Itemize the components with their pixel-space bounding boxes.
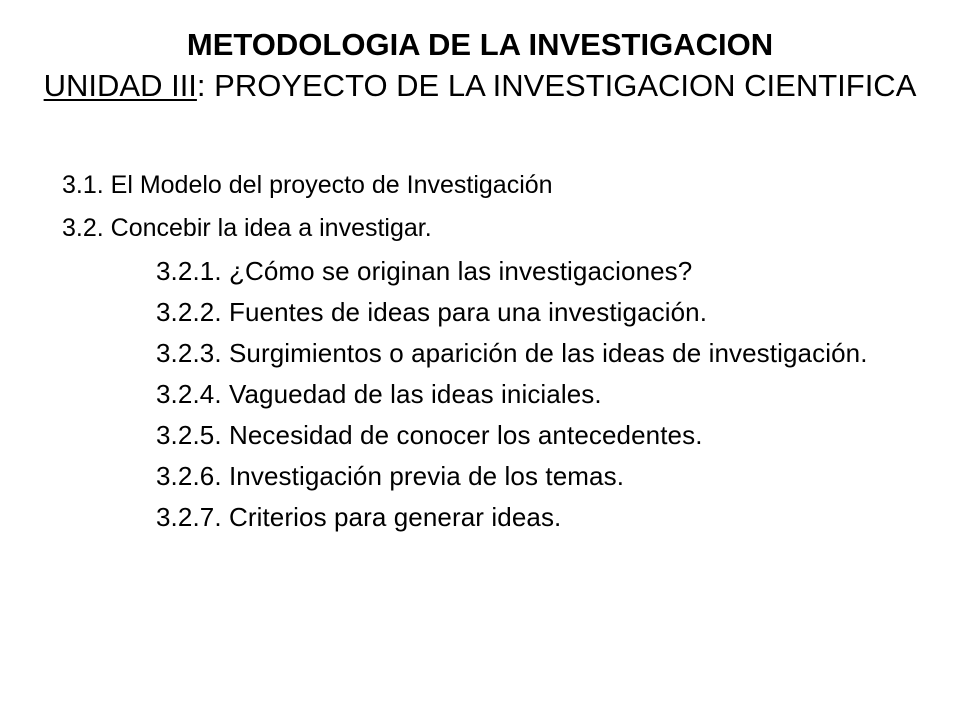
outline-item-3-2-3: 3.2.3. Surgimientos o aparición de las ideas de investigación. (156, 338, 868, 368)
unit-label: UNIDAD III (43, 68, 197, 103)
slide-title-block (40, 24, 920, 106)
outline-item-3-1: 3.1. El Modelo del proyecto de Investigación (62, 171, 553, 199)
unit-title: : PROYECTO DE LA INVESTIGACION CIENTIFICA (196, 68, 917, 103)
outline-item-3-2-4: 3.2.4. Vaguedad de las ideas iniciales. (156, 379, 602, 409)
slide-subtitle (40, 65, 920, 106)
outline-item-3-2: 3.2. Concebir la idea a investigar. (62, 214, 432, 242)
outline-list (62, 170, 882, 543)
slide-title: METODOLOGIA DE LA INVESTIGACION (186, 27, 774, 62)
outline-item-3-2-2: 3.2.2. Fuentes de ideas para una investigación. (156, 297, 708, 327)
outline-item-3-2-7: 3.2.7. Criterios para generar ideas. (156, 502, 562, 532)
outline-item-3-2-5: 3.2.5. Necesidad de conocer los antecedentes. (156, 420, 703, 450)
outline-item-3-2-6: 3.2.6. Investigación previa de los temas. (156, 461, 625, 491)
outline-item-3-2-1: 3.2.1. ¿Cómo se originan las investigaciones? (156, 256, 693, 286)
